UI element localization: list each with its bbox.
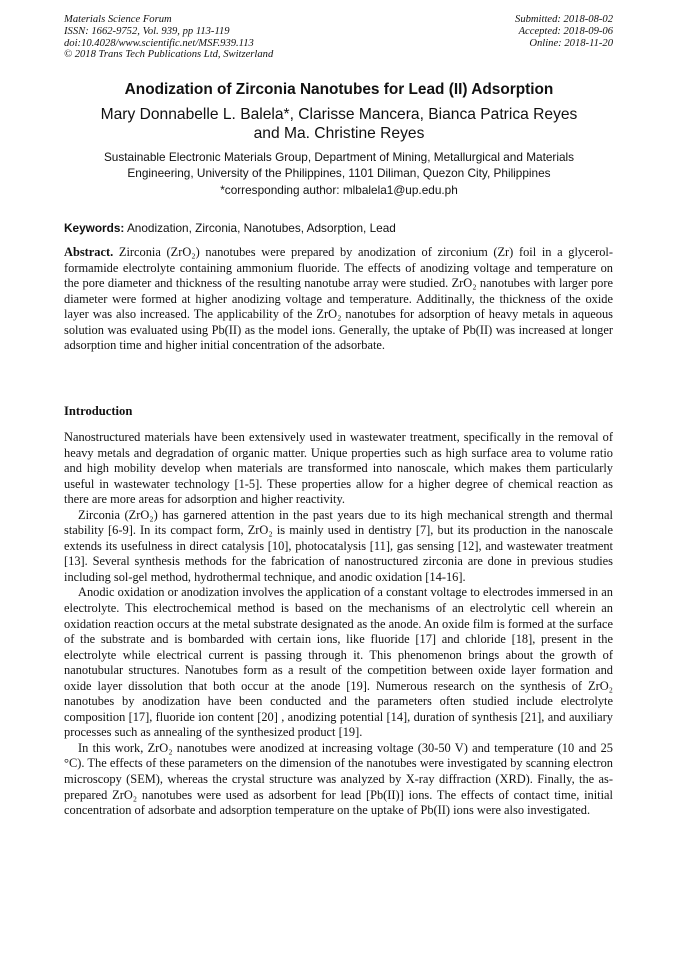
publication-dates	[515, 14, 613, 49]
affiliation-line: Sustainable Electronic Materials Group, Department of Mining, Metallurgical and Materials	[103, 150, 575, 164]
introduction-body	[64, 430, 613, 819]
online-date: Online: 2018-11-20	[529, 37, 613, 49]
section-heading-introduction: Introduction	[64, 404, 133, 418]
affiliation-line: Engineering, University of the Philippines, 1101 Diliman, Quezon City, Philippines	[127, 165, 551, 180]
authors-line: and Ma. Christine Reyes	[253, 125, 425, 142]
authors-line: Mary Donnabelle L. Balela*, Clarisse Mancera, Bianca Patrica Reyes	[100, 106, 578, 123]
authors	[0, 105, 678, 143]
journal-issn: ISSN: 1662-9752, Vol. 939, pp 113-119	[64, 25, 230, 37]
paragraph: Zirconia (ZrO₂) has garnered attention in the past years due to its high mechanical strength and thermal stability [6-9]. In its compact form, ZrO₂ is mainly used in dentistry [7], but its production in the nanoscale extends its usefulness in direct catalysis [10], photocatalysis [11], gas sensing [12], and wastewater treatment [13]. Several synthesis methods for the fabrication of nanostructured zirconia are done in previous studies including sol-gel method, hydrothermal technique, and anodic oxidation [14-16].	[64, 507, 613, 584]
paragraph: Nanostructured materials have been extensively used in wastewater treatment, specifically in the removal of heavy metals and degradation of organic matter. Unique properties such as high surface area to volume ratio and high mobility develop when materials are transformed into nanoscale, which makes them particularly useful in wastewater technology [1-5]. These properties allow for a higher degree of chemical reaction as there are more areas for adsorption and higher reactivity.	[64, 430, 613, 507]
paragraph: In this work, ZrO₂ nanotubes were anodized at increasing voltage (30-50 V) and temperature (10 and 25 °C). The effects of these parameters on the dimension of the nanotubes were investigated by scanning electron microscopy (SEM), whereas the crystal structure was analyzed by X-ray diffraction (XRD). Finally, the as-prepared ZrO₂ nanotubes were used as adsorbent for lead [Pb(II)] ions. The effects of contact time, initial concentration of adsorbate and adsorption temperature on the uptake of Pb(II) ions were also investigated.	[64, 740, 613, 818]
abstract	[64, 245, 613, 354]
journal-info	[64, 14, 273, 61]
keywords-text: Anodization, Zirconia, Nanotubes, Adsorption, Lead	[124, 221, 396, 235]
keywords-label: Keywords:	[64, 221, 125, 235]
submitted-date: Submitted: 2018-08-02	[515, 14, 613, 25]
abstract-text: Zirconia (ZrO₂) nanotubes were prepared by anodization of zirconium (Zr) foil in a glycerol-formamide electrolyte containing ammonium fluoride. The effects of anodizing voltage and temperature on the pore diameter and thickness of the resulting nanotube array were studied. ZrO₂ nanotubes with larger pore diameter were formed at higher anodizing voltage and temperature. Additinally, the thickness of the oxide layer was also increased. The applicability of the ZrO₂ nanotubes for adsorption of heavy metals in aqueous solution was evaluated using Pb(II) as the model ions. Generally, the uptake of Pb(II) was increased at longer adsorption time and higher initial concentration of the adsorbate.	[64, 245, 613, 353]
journal-name: Materials Science Forum	[64, 14, 172, 25]
journal-doi: doi:10.4028/www.scientific.net/MSF.939.113	[64, 37, 254, 49]
accepted-date: Accepted: 2018-09-06	[518, 25, 613, 37]
affiliation	[0, 150, 678, 181]
corresponding-author: *corresponding author: mlbalela1@up.edu.ph	[220, 183, 458, 197]
keywords	[64, 221, 396, 235]
paragraph: Anodic oxidation or anodization involves the application of a constant voltage to electrodes immersed in an electrolyte. This electrochemical method is based on the mechanisms of an electrolytic cell wherein an oxidation reaction occurs at the metal substrate designated as the anode. An oxide film is formed at the surface of the substrate and is bombarded with certain ions, like fluoride [17] and chloride [18], present in the electrolyte while electrical current is passing through it. This phenomenon brings about the growth of nanotubular structures. Nanotubes form as a result of the competition between oxide layer formation and oxide layer dissolution that both occur at the anode [19]. Numerous research on the synthesis of ZrO₂ nanotubes by anodization have been conducted and the parameters often studied include electrolyte composition [17], fluoride ion content [20] , anodizing potential [14], duration of synthesis [21], and auxiliary processes such as annealing of the synthesized product [19].	[64, 585, 613, 740]
paper-title: Anodization of Zirconia Nanotubes for Lead (II) Adsorption	[124, 81, 554, 98]
abstract-label: Abstract.	[64, 245, 114, 259]
journal-copyright: © 2018 Trans Tech Publications Ltd, Switzerland	[64, 49, 274, 61]
